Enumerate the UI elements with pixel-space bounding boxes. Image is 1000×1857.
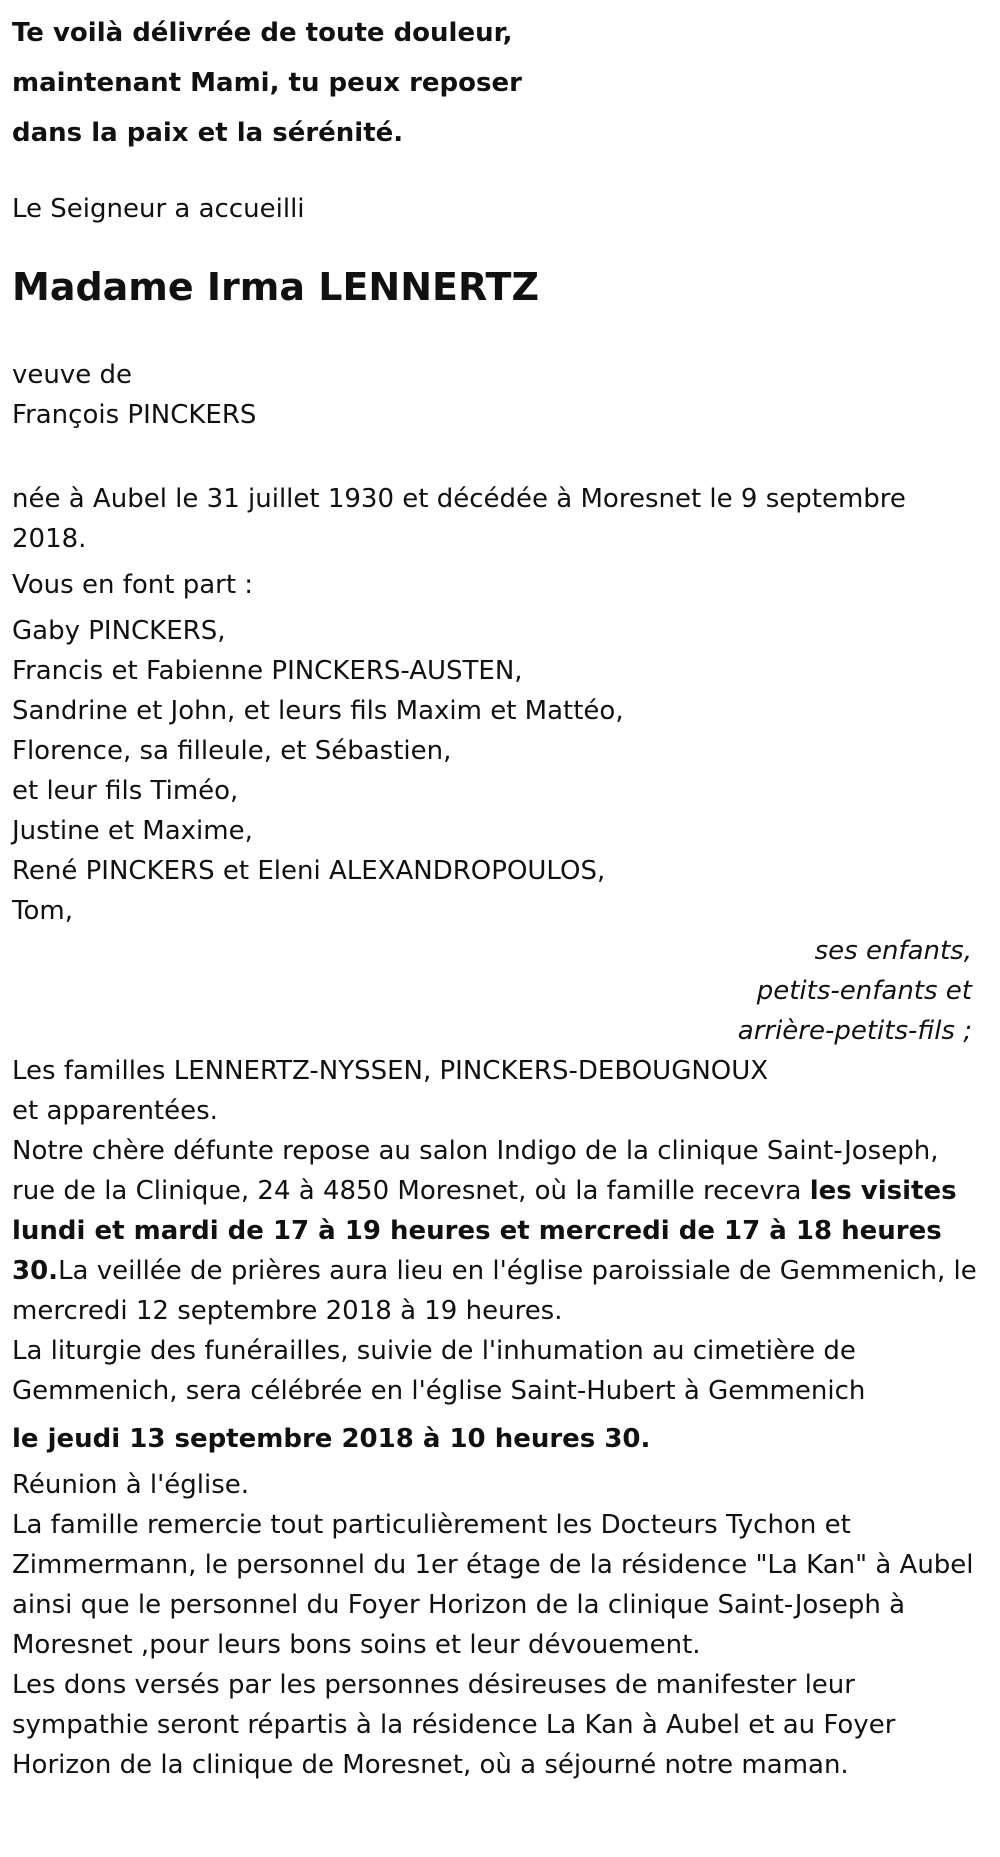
visitation-paragraph	[12, 1131, 988, 1331]
family-role: ses enfants, petits-enfants et arrière-petits-fils ;	[737, 936, 972, 1046]
extended-families-line: Les familles LENNERTZ-NYSSEN, PINCKERS-DEBOUGNOUX	[12, 1056, 769, 1086]
extended-families	[12, 1051, 988, 1131]
widow-of	[12, 355, 988, 435]
family-member: René PINCKERS et Eleni ALEXANDROPOULOS,	[12, 856, 606, 886]
epigraph	[12, 8, 988, 158]
epigraph-line: maintenant Mami, tu peux reposer	[12, 68, 522, 98]
family-list	[12, 611, 988, 931]
extended-families-line: et apparentées.	[12, 1096, 218, 1126]
family-member: Justine et Maxime,	[12, 816, 253, 846]
thanks-paragraph: La famille remercie tout particulièrement les Docteurs Tychon et Zimmermann, le personnel du 1er étage de la résidence "La Kan" à Aubel ainsi que le personnel du Foyer Horizon de la clinique Saint-Joseph à Moresnet ,pour leurs bons soins et leur dévouement.	[12, 1510, 974, 1660]
visitation-text: Notre chère défunte repose au salon Indigo de la clinique Saint-Joseph, rue de la Clinique, 24 à 4850 Moresnet, où la famille recevra	[12, 1136, 939, 1206]
deceased-name: Madame Irma LENNERTZ	[12, 265, 540, 309]
donations-paragraph: Les dons versés par les personnes désireuses de manifester leur sympathie seront répartis à la résidence La Kan à Aubel et au Foyer Horizon de la clinique de Moresnet, où a séjourné notre maman.	[12, 1670, 896, 1780]
epigraph-line: dans la paix et la sérénité.	[12, 118, 404, 148]
vigil-text: La veillée de prières aura lieu en l'église paroissiale de Gemmenich, le mercredi 12 septembre 2018 à 19 heures.	[12, 1256, 977, 1326]
spouse-name: François PINCKERS	[12, 400, 257, 430]
meeting-note: Réunion à l'église.	[12, 1470, 250, 1500]
widow-of-label: veuve de	[12, 360, 133, 390]
family-member: Tom,	[12, 896, 73, 926]
family-member: Francis et Fabienne PINCKERS-AUSTEN,	[12, 656, 523, 686]
family-member: Sandrine et John, et leurs fils Maxim et Mattéo,	[12, 696, 624, 726]
intro-text: Le Seigneur a accueilli	[12, 194, 305, 224]
liturgy-paragraph: La liturgie des funérailles, suivie de l'inhumation au cimetière de Gemmenich, sera célébrée en l'église Saint-Hubert à Gemmenich	[12, 1336, 866, 1406]
epigraph-line: Te voilà délivrée de toute douleur,	[12, 18, 513, 48]
funeral-date: le jeudi 13 septembre 2018 à 10 heures 30.	[12, 1424, 651, 1454]
visitation-hours: les visites lundi et mardi de 17 à 19 heures et mercredi de 17 à 18 heures 30.	[12, 1176, 957, 1286]
family-member: et leur fils Timéo,	[12, 776, 239, 806]
family-member: Florence, sa filleule, et Sébastien,	[12, 736, 452, 766]
family-member: Gaby PINCKERS,	[12, 616, 226, 646]
birth-death: née à Aubel le 31 juillet 1930 et décédée à Moresnet le 9 septembre 2018.	[12, 484, 906, 554]
announcers-intro: Vous en font part :	[12, 570, 254, 600]
